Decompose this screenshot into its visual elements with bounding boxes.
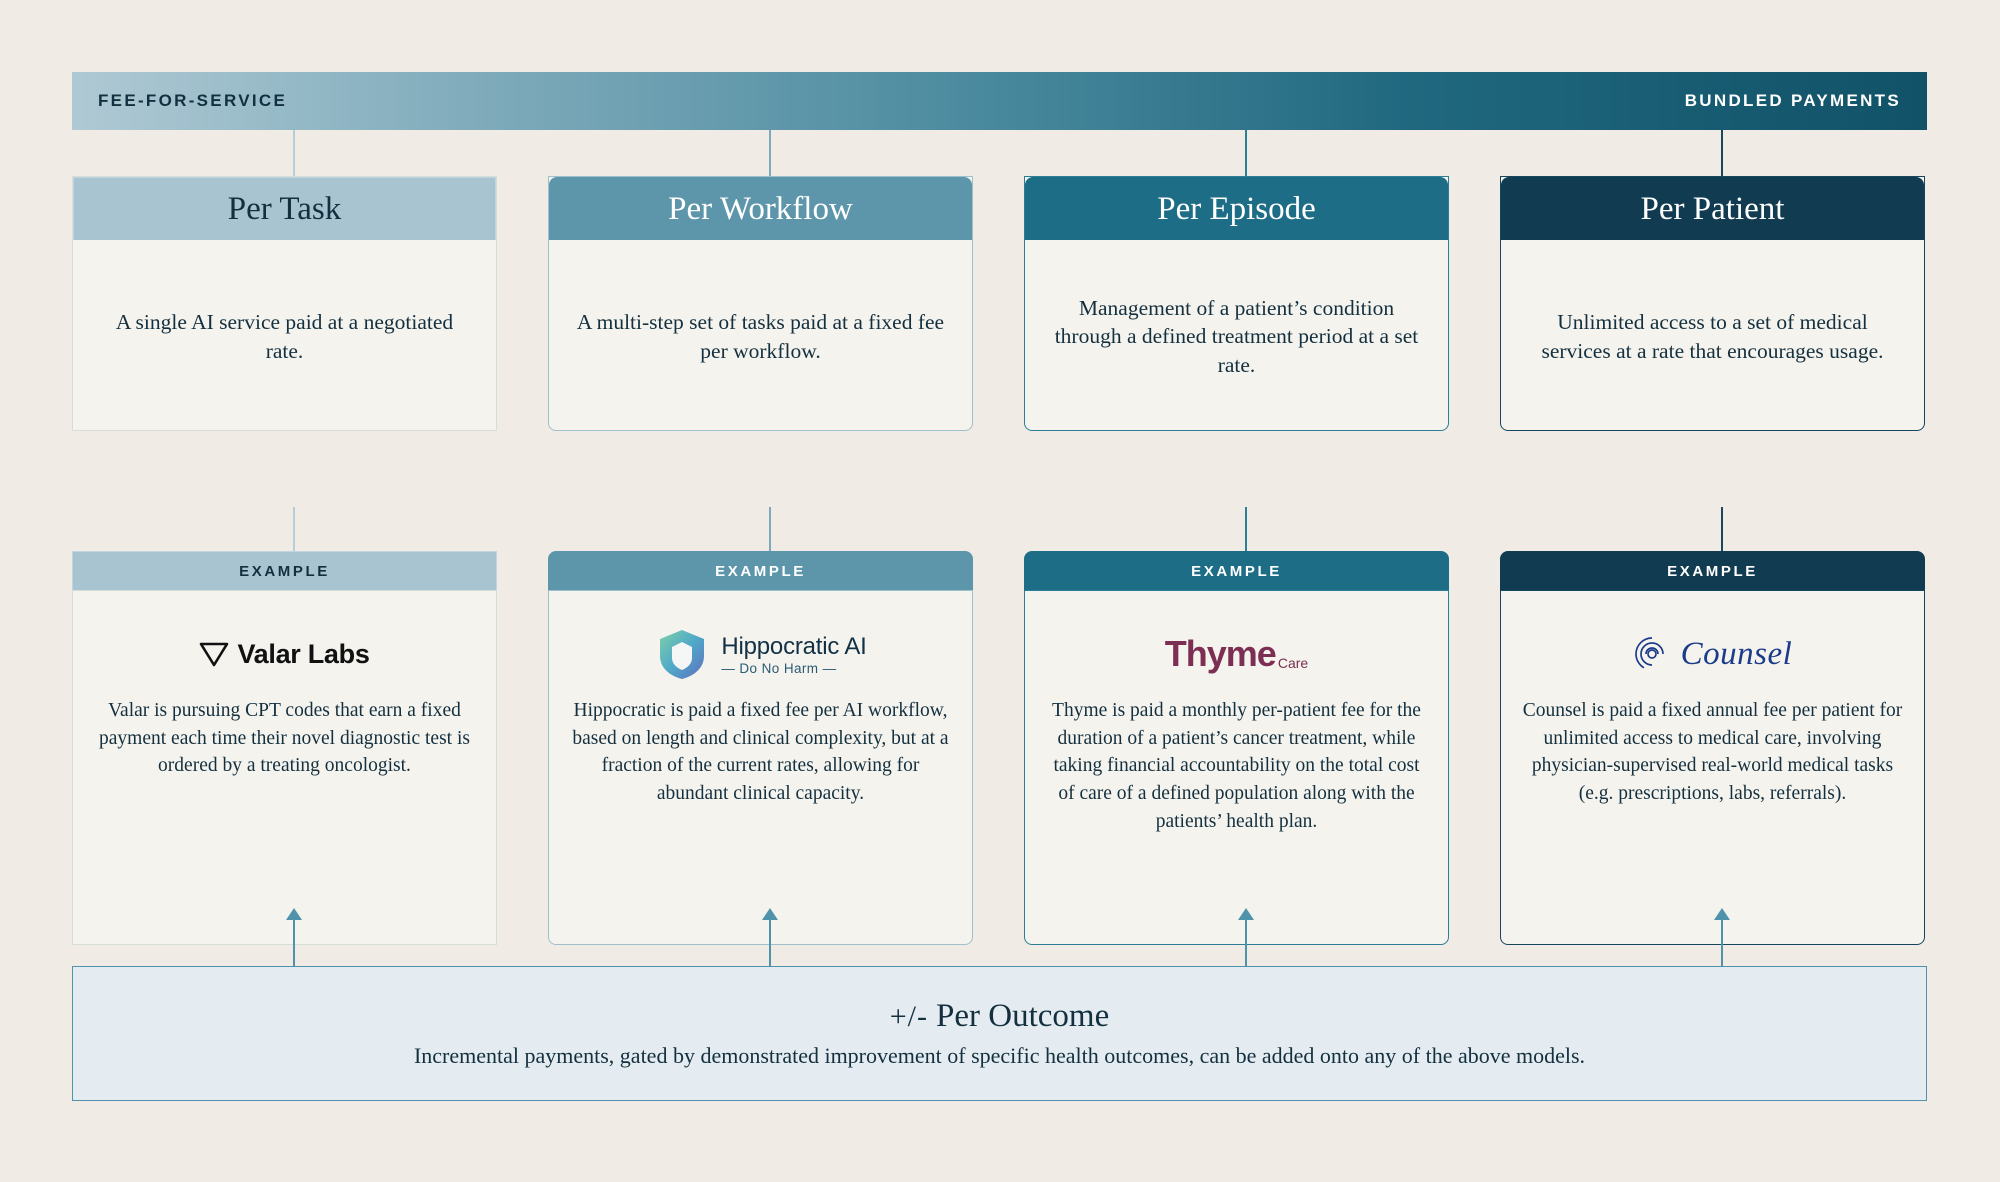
example-label-per-patient: EXAMPLE <box>1500 551 1925 590</box>
valar-labs-logo <box>199 639 369 670</box>
per-outcome-title-text: Per Outcome <box>936 998 1110 1034</box>
example-text-per-task: Valar is pursuing CPT codes that earn a fixed payment each time their novel diagnostic test is ordered by a treating oncologist. <box>99 700 470 777</box>
example-label-per-episode: EXAMPLE <box>1024 551 1449 590</box>
example-col-per-task <box>72 551 497 945</box>
example-text-per-workflow: Hippocratic is paid a fixed fee per AI workflow, based on length and clinical complexity, but at a fraction of the current rates, allowing for abundant clinical capacity. <box>572 700 949 805</box>
desc-card-per-workflow <box>548 176 973 431</box>
arrow-outcome-col1 <box>280 906 308 968</box>
example-card-per-task <box>72 590 497 945</box>
spectrum-right-label: BUNDLED PAYMENTS <box>1684 91 1901 110</box>
payment-spectrum-bar <box>72 72 1927 130</box>
arrow-outcome-col3 <box>1232 906 1260 968</box>
example-card-per-patient <box>1500 590 1925 945</box>
arrow-outcome-col2 <box>756 906 784 968</box>
example-card-per-episode <box>1024 590 1449 945</box>
example-text-per-patient: Counsel is paid a fixed annual fee per patient for unlimited access to medical care, involving physician-supervised real-world medical tasks (e.g. prescriptions, labs, referrals). <box>1522 700 1903 805</box>
logo-slot-thyme <box>1165 617 1308 691</box>
connector-spectrum-col4 <box>1721 130 1723 176</box>
example-label-per-workflow: EXAMPLE <box>548 551 973 590</box>
connector-desc-example-col3 <box>1245 507 1247 551</box>
card-title-per-patient: Per Patient <box>1501 177 1924 240</box>
card-desc-per-episode: Management of a patient’s condition through a defined treatment period at a set rate. <box>1054 295 1419 377</box>
per-outcome-title <box>890 998 1109 1035</box>
connector-spectrum-col2 <box>769 130 771 176</box>
card-title-per-workflow: Per Workflow <box>549 177 972 240</box>
hippocratic-ai-logo <box>654 626 866 682</box>
thyme-care-logo <box>1165 633 1308 675</box>
counsel-logo <box>1633 636 1793 673</box>
valar-triangle-icon <box>199 641 229 667</box>
hippocratic-logo-name: Hippocratic AI <box>721 632 867 660</box>
desc-card-per-patient <box>1500 176 1925 431</box>
hippocratic-logo-text <box>721 633 866 676</box>
per-outcome-subtitle: Incremental payments, gated by demonstrated improvement of specific health outcomes, can be added onto any of the above models. <box>413 1043 1586 1068</box>
spectrum-left-label: FEE-FOR-SERVICE <box>98 91 288 110</box>
desc-card-per-episode <box>1024 176 1449 431</box>
logo-slot-counsel <box>1633 617 1793 691</box>
per-outcome-banner <box>72 966 1927 1101</box>
valar-labs-logo-text: Valar Labs <box>237 638 370 669</box>
example-card-per-workflow <box>548 590 973 945</box>
arrow-outcome-col4 <box>1708 906 1736 968</box>
example-col-per-patient <box>1500 551 1925 945</box>
column-per-patient <box>1500 176 1925 431</box>
connector-spectrum-col1 <box>293 130 295 176</box>
example-col-per-workflow <box>548 551 973 945</box>
card-desc-per-task: A single AI service paid at a negotiated rate. <box>115 310 454 363</box>
logo-slot-valar <box>199 617 369 691</box>
example-text-per-episode: Thyme is paid a monthly per-patient fee for the duration of a patient’s cancer treatment, while taking financial accountability on the total cost of care of a defined population along with the patients’ health plan. <box>1052 700 1421 832</box>
logo-slot-hippocratic <box>654 617 866 691</box>
card-title-per-episode: Per Episode <box>1025 177 1448 240</box>
hippocratic-shield-icon <box>654 626 710 682</box>
connector-desc-example-col4 <box>1721 507 1723 551</box>
thyme-logo-name: Thyme <box>1164 633 1276 674</box>
connector-spectrum-col3 <box>1245 130 1247 176</box>
connector-desc-example-col2 <box>769 507 771 551</box>
column-per-workflow <box>548 176 973 431</box>
card-title-per-task: Per Task <box>73 177 496 240</box>
example-label-per-task: EXAMPLE <box>72 551 497 590</box>
connector-desc-example-col1 <box>293 507 295 551</box>
card-desc-per-workflow: A multi-step set of tasks paid at a fixed fee per workflow. <box>576 310 945 363</box>
desc-card-per-task <box>72 176 497 431</box>
per-outcome-prefix: +/- <box>889 1000 929 1033</box>
hippocratic-logo-tagline: — Do No Harm — <box>721 660 837 676</box>
counsel-fingerprint-icon <box>1633 637 1671 671</box>
column-per-task <box>72 176 497 431</box>
counsel-logo-text: Counsel <box>1680 635 1793 672</box>
example-col-per-episode <box>1024 551 1449 945</box>
column-per-episode <box>1024 176 1449 431</box>
thyme-logo-tagline: Care <box>1277 655 1309 671</box>
card-desc-per-patient: Unlimited access to a set of medical services at a rate that encourages usage. <box>1541 310 1884 363</box>
